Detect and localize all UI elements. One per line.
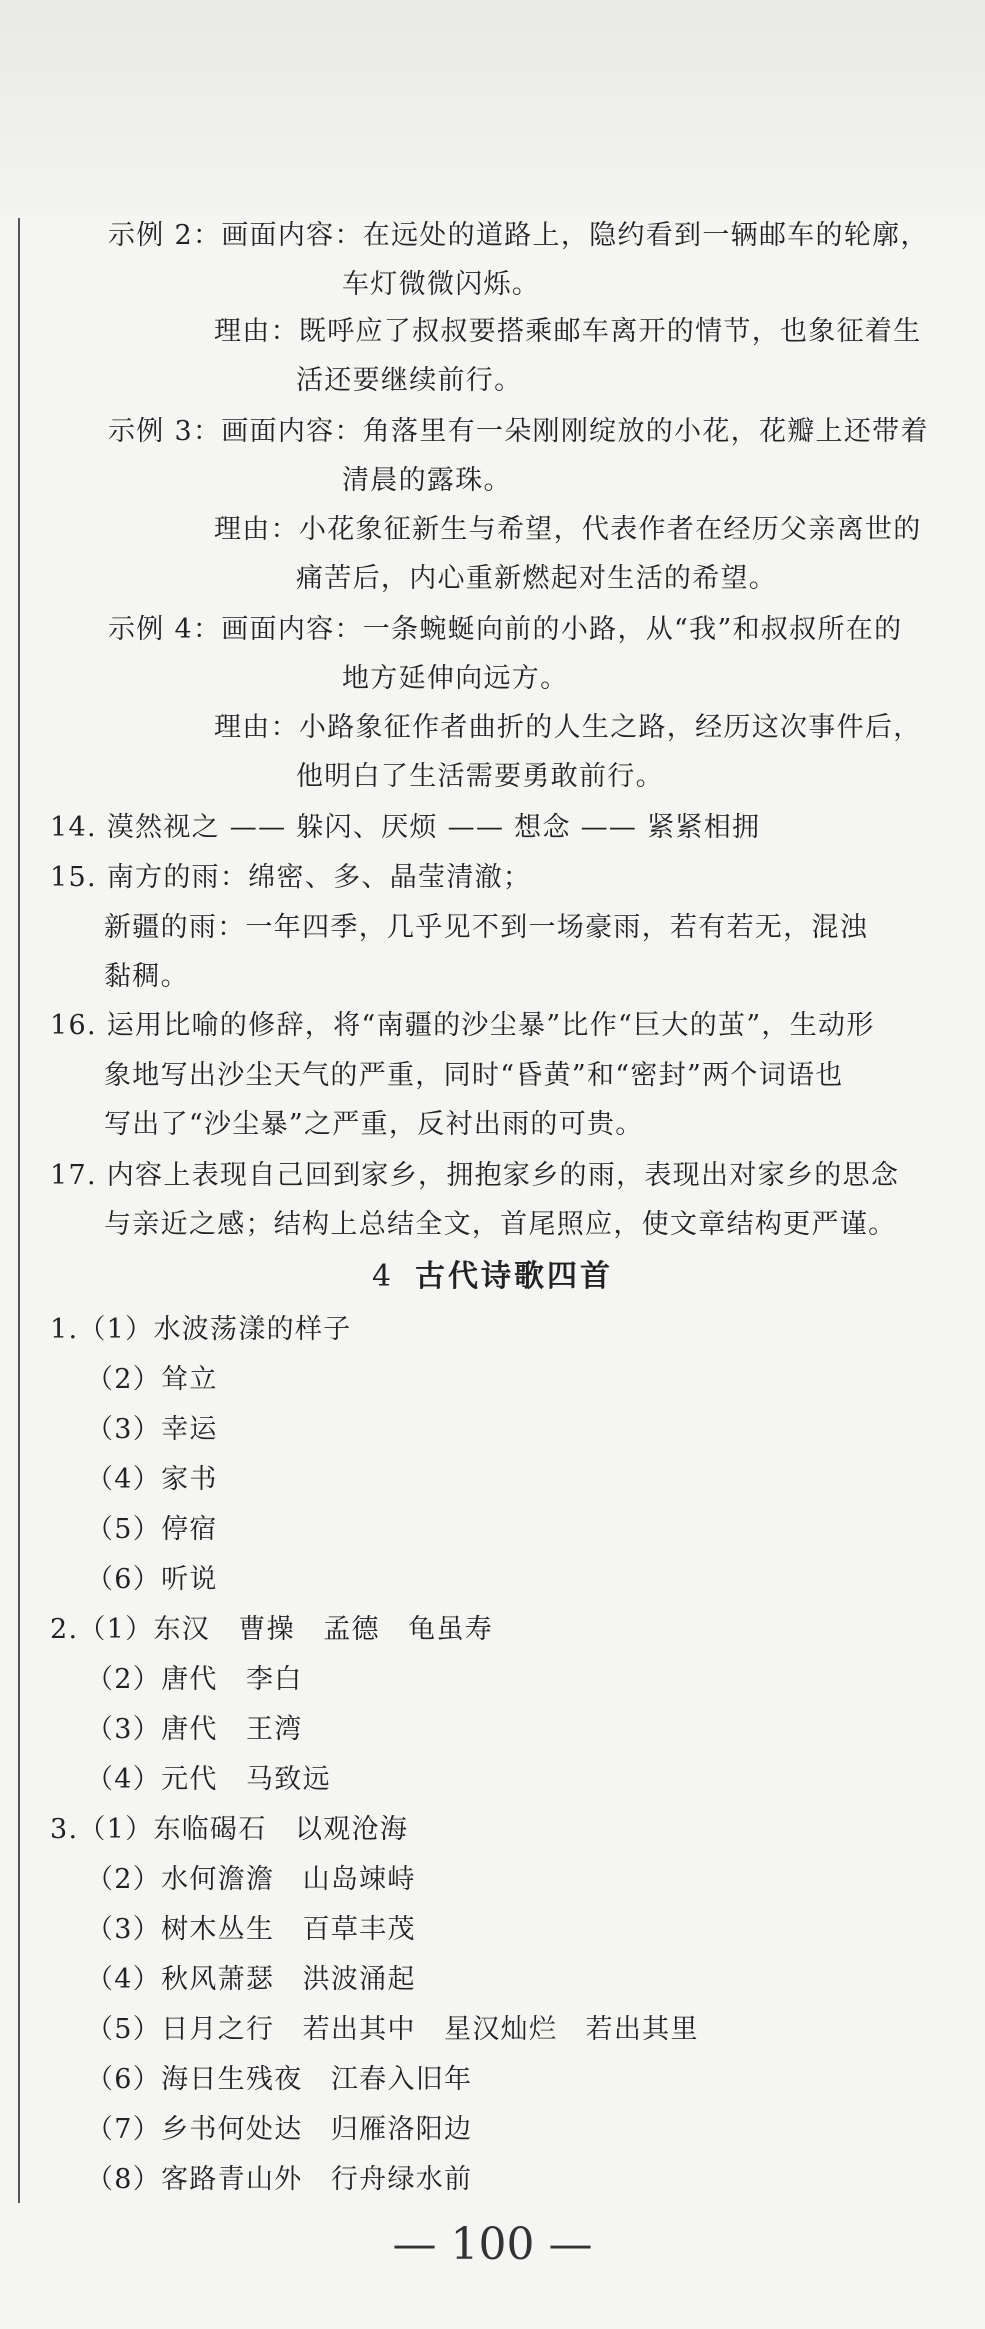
section-heading [0,1255,985,1299]
answer-line: 活还要继续前行。 [296,365,523,396]
page-number: — 100 — [392,2219,593,2270]
answer-line: 示例 4：画面内容：一条蜿蜒向前的小路，从“我”和叔叔所在的 [108,614,903,645]
answer-line: （4）元代 马致远 [86,1764,331,1795]
answer-line: （5）日月之行 若出其中 星汉灿烂 若出其里 [86,2014,699,2045]
answer-1: 1.（1）水波荡漾的样子 [50,1314,352,1345]
answer-line: 理由：小花象征新生与希望，代表作者在经历父亲离世的 [214,514,922,545]
page-top-shadow [0,0,985,215]
answer-14: 14. 漠然视之 —— 躲闪、厌烦 —— 想念 —— 紧紧相拥 [50,812,761,843]
answer-line: （4）秋风萧瑟 洪波涌起 [86,1964,416,1995]
answer-line: 痛苦后，内心重新燃起对生活的希望。 [296,563,778,594]
answer-line: （3）唐代 王湾 [86,1714,303,1745]
answer-2: 2.（1）东汉 曹操 孟德 龟虽寿 [50,1614,494,1645]
answer-line: 他明白了生活需要勇敢前行。 [296,761,664,792]
answer-17: 17. 内容上表现自己回到家乡，拥抱家乡的雨，表现出对家乡的思念 [50,1160,900,1191]
answer-line: 理由：既呼应了叔叔要搭乘邮车离开的情节，也象征着生 [214,316,922,347]
answer-line: （6）海日生残夜 江春入旧年 [86,2064,473,2095]
answer-3: 3.（1）东临碣石 以观沧海 [50,1814,409,1845]
answer-15: 15. 南方的雨：绵密、多、晶莹清澈； [50,862,532,893]
answer-line: 黏稠。 [104,961,189,992]
answer-line: 示例 2：画面内容：在远处的道路上，隐约看到一辆邮车的轮廓， [108,220,929,251]
answer-line: （8）客路青山外 行舟绿水前 [86,2164,473,2195]
answer-line: 象地写出沙尘天气的严重，同时“昏黄”和“密封”两个词语也 [104,1060,844,1091]
answer-16: 16. 运用比喻的修辞，将“南疆的沙尘暴”比作“巨大的茧”，生动形 [50,1010,875,1041]
section-title: 古代诗歌四首 [415,1259,614,1294]
answer-line: 写出了“沙尘暴”之严重，反衬出雨的可贵。 [104,1109,644,1140]
answer-line: （4）家书 [86,1464,218,1495]
section-number: 4 [371,1259,392,1294]
answer-line: （3）幸运 [86,1414,218,1445]
answer-line: （3）树木丛生 百草丰茂 [86,1914,416,1945]
answer-line: （6）听说 [86,1564,218,1595]
answer-line: 车灯微微闪烁。 [342,269,541,300]
answer-line: 示例 3：画面内容：角落里有一朵刚刚绽放的小花，花瓣上还带着 [108,416,929,447]
answer-line: 理由：小路象征作者曲折的人生之路，经历这次事件后， [214,712,922,743]
answer-line: （2）水何澹澹 山岛竦峙 [86,1864,416,1895]
answer-line: （5）停宿 [86,1514,218,1545]
answer-line: 清晨的露珠。 [342,465,512,496]
answer-line: 新疆的雨：一年四季，几乎见不到一场豪雨，若有若无，混浊 [104,912,869,943]
answer-line: （7）乡书何处达 归雁洛阳边 [86,2114,473,2145]
answer-line: （2）唐代 李白 [86,1664,303,1695]
answer-line: （2）耸立 [86,1364,218,1395]
left-margin-rule [18,218,20,2203]
answer-line: 地方延伸向远方。 [342,663,569,694]
answer-line: 与亲近之感；结构上总结全文，首尾照应，使文章结构更严谨。 [104,1209,897,1240]
